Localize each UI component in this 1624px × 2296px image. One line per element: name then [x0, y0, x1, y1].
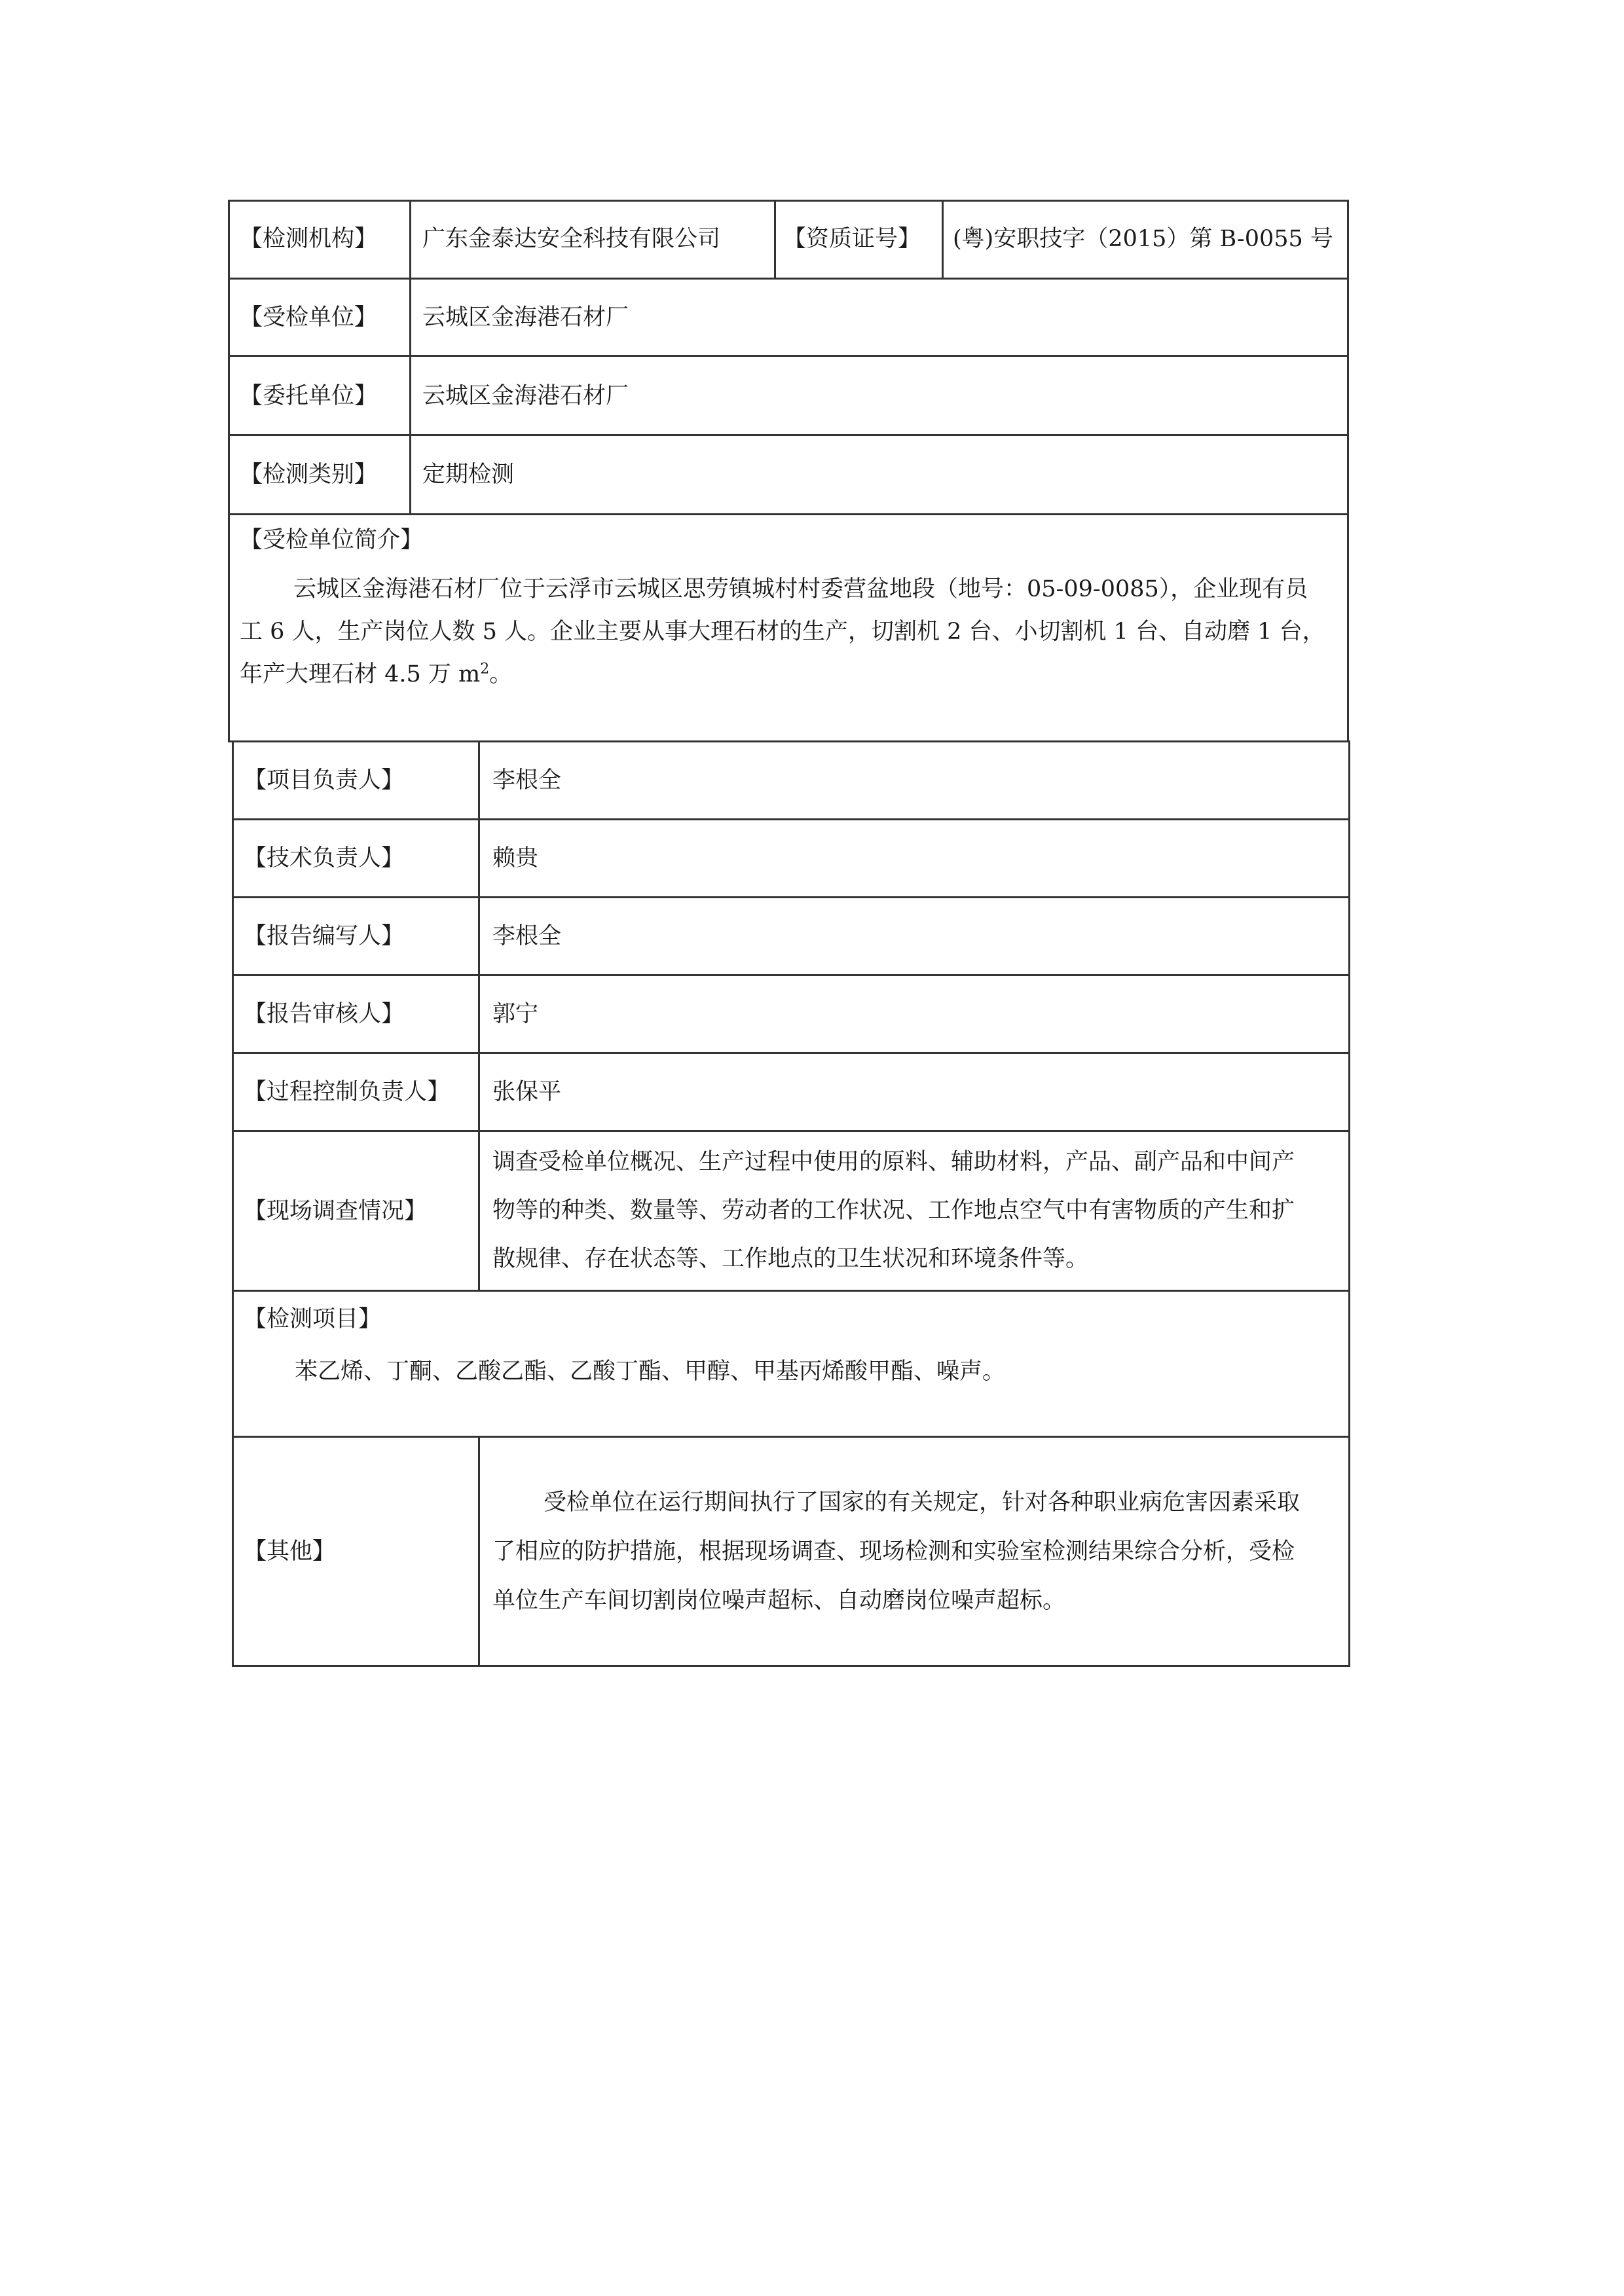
cert-value: (粤)安职技字（2015）第 B-0055 号 [953, 226, 1333, 252]
agency-label: 【检测机构】 [240, 226, 378, 252]
unit-intro-line-2: 工 6 人，生产岗位人数 5 人。企业主要从事大理石材的生产，切割机 2 台、小切割机 1 台、自动磨 1 台， [240, 619, 1325, 645]
site-survey-label: 【现场调查情况】 [244, 1198, 428, 1224]
commissioning-unit-value: 云城区金海港石材厂 [422, 383, 629, 409]
process-control-lead-value-cell [478, 1052, 1350, 1132]
report-reviewer-label: 【报告审核人】 [244, 1001, 405, 1027]
process-control-lead-label: 【过程控制负责人】 [244, 1079, 451, 1105]
process-control-lead-value: 张保平 [492, 1079, 562, 1105]
site-survey-line-1: 调查受检单位概况、生产过程中使用的原料、辅助材料，产品、副产品和中间产 [492, 1149, 1295, 1175]
unit-intro-line-3-text: 年产大理石材 4.5 万 m [240, 661, 481, 687]
report-writer-value-cell [478, 896, 1350, 976]
site-survey-line-3: 散规律、存在状态等、工作地点的卫生状况和环境条件等。 [492, 1246, 1089, 1272]
cert-label: 【资质证号】 [783, 226, 921, 252]
inspection-type-label: 【检测类别】 [240, 462, 378, 488]
other-line-2: 了相应的防护措施，根据现场调查、现场检测和实验室检测结果综合分析，受检 [492, 1539, 1295, 1565]
report-writer-value: 李根全 [492, 923, 562, 949]
site-survey-line-2: 物等的种类、数量等、劳动者的工作状况、工作地点空气中有害物质的产生和扩 [492, 1197, 1295, 1224]
unit-intro-superscript: 2 [480, 661, 490, 678]
test-items-value: 苯乙烯、丁酮、乙酸乙酯、乙酸丁酯、甲醇、甲基丙烯酸甲酯、噪声。 [295, 1358, 1006, 1385]
test-items-label: 【检测项目】 [244, 1306, 382, 1332]
agency-value: 广东金泰达安全科技有限公司 [422, 226, 721, 252]
inspection-type-value: 定期检测 [422, 462, 515, 488]
other-line-1: 受检单位在运行期间执行了国家的有关规定，针对各种职业病危害因素采取 [544, 1489, 1301, 1516]
inspection-type-value-cell [409, 434, 1349, 515]
commissioning-unit-label: 【委托单位】 [240, 383, 378, 409]
report-writer-label: 【报告编写人】 [244, 923, 405, 949]
unit-intro-line-3 [240, 661, 512, 687]
project-lead-value-cell [478, 740, 1350, 820]
report-reviewer-value: 郭宁 [492, 1001, 539, 1027]
inspected-unit-label: 【受检单位】 [240, 304, 378, 331]
project-lead-value: 李根全 [492, 767, 562, 793]
unit-intro-label: 【受检单位简介】 [240, 527, 424, 553]
unit-intro-line-3-end: 。 [489, 661, 513, 687]
technical-lead-label: 【技术负责人】 [244, 845, 405, 871]
inspected-unit-value: 云城区金海港石材厂 [422, 304, 629, 331]
report-reviewer-value-cell [478, 974, 1350, 1054]
technical-lead-value-cell [478, 818, 1350, 898]
unit-intro-line-1: 云城区金海港石材厂位于云浮市云城区思劳镇城村村委营盆地段（地号：05-09-0085），企业现有员 [293, 576, 1308, 602]
project-lead-label: 【项目负责人】 [244, 767, 405, 793]
other-line-3: 单位生产车间切割岗位噪声超标、自动磨岗位噪声超标。 [492, 1588, 1066, 1614]
other-label: 【其他】 [244, 1539, 336, 1565]
technical-lead-value: 赖贵 [492, 845, 539, 871]
